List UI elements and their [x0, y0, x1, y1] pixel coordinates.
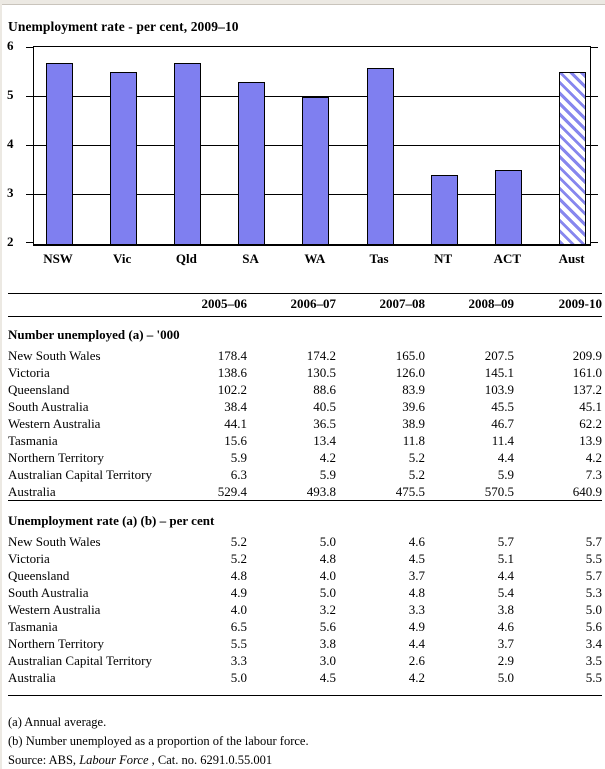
- bar-NT: [431, 175, 458, 244]
- cell: 3.0: [319, 653, 336, 668]
- x-category-label-WA: WA: [304, 251, 326, 266]
- row-label: Northern Territory: [8, 636, 104, 651]
- cell: 15.6: [224, 433, 247, 448]
- row-label: New South Wales: [8, 534, 101, 549]
- row-label: South Australia: [8, 585, 89, 600]
- x-category-label-SA: SA: [242, 251, 259, 266]
- table-row: [8, 415, 602, 432]
- table-row: [8, 398, 602, 415]
- cell: 40.5: [313, 399, 336, 414]
- x-category-label-ACT: ACT: [493, 251, 522, 266]
- cell: 5.6: [319, 619, 336, 634]
- cell: 5.5: [585, 551, 602, 566]
- x-category-label-NT: NT: [434, 251, 453, 266]
- x-category-label-Vic: Vic: [113, 251, 132, 266]
- cell: 5.2: [230, 551, 247, 566]
- cell: 570.5: [484, 484, 514, 499]
- row-label: Western Australia: [8, 416, 101, 431]
- table-row: [8, 432, 602, 449]
- table-row: [8, 635, 602, 652]
- bar-SA: [238, 82, 265, 244]
- cell: 3.8: [319, 636, 336, 651]
- cell: 126.0: [395, 365, 425, 380]
- cell: 4.6: [408, 534, 425, 549]
- cell: 7.3: [585, 467, 602, 482]
- table-header-row: [8, 294, 602, 317]
- table-row: [8, 381, 602, 398]
- cell: 161.0: [572, 365, 602, 380]
- cell: 6.5: [230, 619, 247, 634]
- cell: 46.7: [491, 416, 514, 431]
- bar-Aust: [559, 72, 586, 244]
- cell: 145.1: [484, 365, 514, 380]
- row-label: Queensland: [8, 568, 70, 583]
- y-tick-label-5: 5: [7, 87, 14, 102]
- x-category-label-NSW: NSW: [43, 251, 73, 266]
- chart-title: Unemployment rate - per cent, 2009–10: [8, 19, 239, 34]
- bar-ACT: [495, 170, 522, 244]
- cell: 5.5: [230, 636, 247, 651]
- cell: 137.2: [572, 382, 602, 397]
- column-header-2005–06: 2005–06: [158, 294, 247, 317]
- source-publication: Labour Force: [79, 753, 149, 767]
- section-heading: Number unemployed (a) – '000: [8, 327, 180, 342]
- window-edge-top: [0, 0, 605, 5]
- y-axis-tick-right-3: [591, 194, 598, 195]
- row-label: Australian Capital Territory: [8, 467, 152, 482]
- table-row: [8, 364, 602, 381]
- cell: 5.2: [408, 467, 425, 482]
- cell: 3.7: [408, 568, 425, 583]
- cell: 5.7: [585, 534, 602, 549]
- cell: 62.2: [579, 416, 602, 431]
- table-row: [8, 550, 602, 567]
- cell: 529.4: [217, 484, 247, 499]
- cell: 45.1: [579, 399, 602, 414]
- cell: 3.5: [585, 653, 602, 668]
- row-label: Northern Territory: [8, 450, 104, 465]
- row-label: Australian Capital Territory: [8, 653, 152, 668]
- cell: 5.0: [585, 602, 602, 617]
- y-tick-label-2: 2: [7, 234, 14, 249]
- table-row: [8, 618, 602, 635]
- cell: 4.8: [408, 585, 425, 600]
- footnote-a: (a) Annual average.: [8, 715, 107, 729]
- chart-plot-area: [33, 46, 591, 246]
- y-axis-tick-right-2: [591, 242, 598, 243]
- y-tick-label-4: 4: [7, 136, 14, 151]
- cell: 5.9: [230, 450, 247, 465]
- row-label: Queensland: [8, 382, 70, 397]
- cell: 475.5: [395, 484, 425, 499]
- y-axis-tick-left-2: [26, 242, 33, 243]
- y-axis-tick-left-4: [26, 145, 33, 146]
- row-label: Victoria: [8, 365, 50, 380]
- table-row: [8, 567, 602, 584]
- cell: 3.3: [408, 602, 425, 617]
- cell: 6.3: [230, 467, 247, 482]
- data-table: [8, 293, 602, 696]
- row-label: Victoria: [8, 551, 50, 566]
- cell: 4.8: [230, 568, 247, 583]
- cell: 38.9: [402, 416, 425, 431]
- y-axis-tick-right-5: [591, 96, 598, 97]
- footnote-b: (b) Number unemployed as a proportion of the labour force.: [8, 734, 309, 748]
- table-row: [8, 669, 602, 696]
- row-label: Australia: [8, 484, 56, 499]
- cell: 4.9: [408, 619, 425, 634]
- cell: 88.6: [313, 382, 336, 397]
- x-category-label-Qld: Qld: [175, 251, 197, 266]
- section-heading-row: [8, 317, 602, 348]
- cell: 103.9: [484, 382, 514, 397]
- cell: 174.2: [306, 348, 336, 363]
- cell: 5.0: [425, 669, 514, 696]
- row-label: Tasmania: [8, 619, 58, 634]
- y-tick-label-3: 3: [7, 185, 14, 200]
- x-category-label-Aust: Aust: [558, 251, 585, 266]
- cell: 2.9: [497, 653, 514, 668]
- cell: 36.5: [313, 416, 336, 431]
- row-label: New South Wales: [8, 348, 101, 363]
- source-suffix: , Cat. no. 6291.0.55.001: [148, 753, 273, 767]
- cell: 209.9: [572, 348, 602, 363]
- cell: 3.3: [230, 653, 247, 668]
- cell: 4.5: [408, 551, 425, 566]
- row-label: Tasmania: [8, 433, 58, 448]
- cell: 102.2: [217, 382, 247, 397]
- cell: 13.4: [313, 433, 336, 448]
- bar-Tas: [367, 68, 394, 244]
- row-label: Australia: [8, 669, 158, 696]
- bar-WA: [302, 97, 329, 244]
- source-line: [8, 751, 309, 769]
- cell: 38.4: [224, 399, 247, 414]
- cell: 5.0: [319, 534, 336, 549]
- cell: 5.0: [319, 585, 336, 600]
- cell: 207.5: [484, 348, 514, 363]
- table-row: [8, 466, 602, 483]
- cell: 138.6: [217, 365, 247, 380]
- cell: 4.4: [408, 636, 425, 651]
- cell: 5.9: [497, 467, 514, 482]
- row-label: Western Australia: [8, 602, 101, 617]
- cell: 5.9: [319, 467, 336, 482]
- cell: 5.7: [497, 534, 514, 549]
- bar-Vic: [110, 72, 137, 244]
- cell: 178.4: [217, 348, 247, 363]
- cell: 11.4: [491, 433, 514, 448]
- y-axis-tick-right-4: [591, 145, 598, 146]
- cell: 165.0: [395, 348, 425, 363]
- column-header-2006–07: 2006–07: [247, 294, 336, 317]
- y-axis-tick-left-3: [26, 194, 33, 195]
- cell: 4.5: [247, 669, 336, 696]
- cell: 5.6: [585, 619, 602, 634]
- row-label: South Australia: [8, 399, 89, 414]
- cell: 130.5: [306, 365, 336, 380]
- cell: 4.0: [319, 568, 336, 583]
- cell: 493.8: [306, 484, 336, 499]
- cell: 4.2: [319, 450, 336, 465]
- cell: 3.2: [319, 602, 336, 617]
- cell: 3.8: [497, 602, 514, 617]
- section-heading: Unemployment rate (a) (b) – per cent: [8, 501, 602, 534]
- cell: 3.7: [497, 636, 514, 651]
- cell: 4.4: [497, 450, 514, 465]
- cell: 4.4: [497, 568, 514, 583]
- y-axis-tick-left-5: [26, 96, 33, 97]
- table-row: [8, 584, 602, 601]
- table-row: [8, 533, 602, 550]
- cell: 44.1: [224, 416, 247, 431]
- cell: 83.9: [402, 382, 425, 397]
- cell: 5.3: [585, 585, 602, 600]
- bar-Qld: [174, 63, 201, 244]
- cell: 5.2: [230, 534, 247, 549]
- table-row: [8, 483, 602, 501]
- bar-NSW: [46, 63, 73, 244]
- cell: 4.0: [230, 602, 247, 617]
- cell: 3.4: [585, 636, 602, 651]
- column-header-2008–09: 2008–09: [425, 294, 514, 317]
- window-edge-left: [0, 0, 2, 769]
- source-prefix: Source: ABS,: [8, 753, 80, 767]
- cell: 39.6: [402, 399, 425, 414]
- cell: 5.0: [158, 669, 247, 696]
- cell: 4.8: [319, 551, 336, 566]
- table-row: [8, 652, 602, 669]
- section-heading-row: [8, 501, 602, 534]
- cell: 45.5: [491, 399, 514, 414]
- cell: 4.9: [230, 585, 247, 600]
- footnotes: [8, 713, 309, 769]
- cell: 4.6: [497, 619, 514, 634]
- cell: 5.7: [585, 568, 602, 583]
- y-tick-label-6: 6: [7, 38, 14, 53]
- table-row: [8, 449, 602, 466]
- table-row: [8, 347, 602, 364]
- data-table-wrap: [8, 293, 602, 696]
- cell: 5.5: [514, 669, 602, 696]
- cell: 5.1: [497, 551, 514, 566]
- corner-cell: [8, 294, 158, 317]
- column-header-2009-10: 2009-10: [514, 294, 602, 317]
- y-axis-tick-right-6: [591, 47, 598, 48]
- column-header-2007–08: 2007–08: [336, 294, 425, 317]
- cell: 5.2: [408, 450, 425, 465]
- cell: 5.4: [497, 585, 514, 600]
- x-category-label-Tas: Tas: [369, 251, 389, 266]
- y-axis-tick-left-6: [26, 47, 33, 48]
- table-row: [8, 601, 602, 618]
- cell: 4.2: [585, 450, 602, 465]
- cell: 13.9: [579, 433, 602, 448]
- cell: 2.6: [408, 653, 425, 668]
- cell: 4.2: [336, 669, 425, 696]
- cell: 11.8: [402, 433, 425, 448]
- cell: 640.9: [572, 484, 602, 499]
